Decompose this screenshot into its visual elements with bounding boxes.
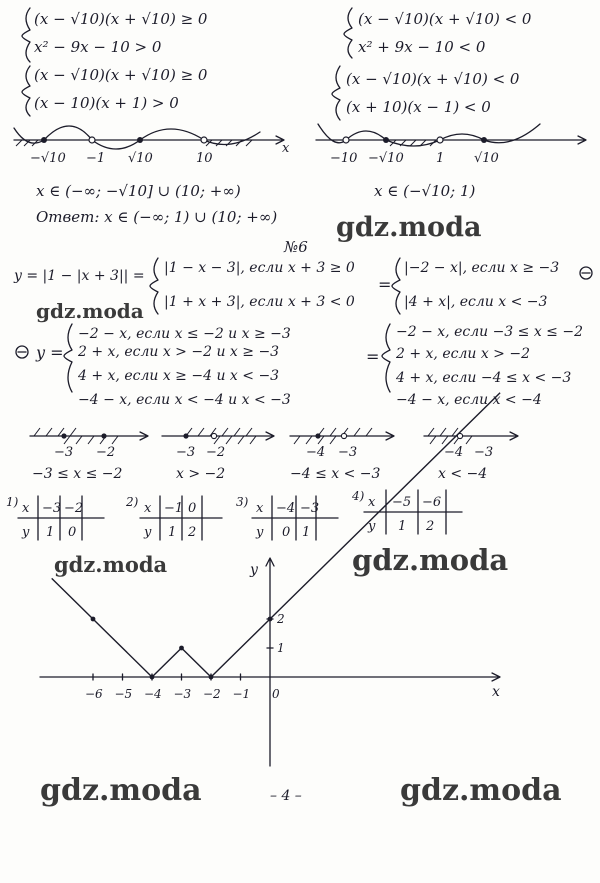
watermark-4: gdz.moda: [352, 543, 509, 577]
piece-left-4: −4 − x, если x < −4 и x < −3: [78, 392, 291, 408]
left-axis-x: x: [282, 141, 290, 156]
y-tick-label: 1: [277, 641, 285, 655]
interval-4-tick-1: −4: [444, 445, 464, 460]
watermark-3: gdz.moda: [54, 552, 168, 577]
left-axis-label-2: −1: [86, 151, 106, 166]
definition-case-1: |1 − x − 3|, если x + 3 ≥ 0: [164, 260, 355, 276]
left-axis-label-3: √10: [128, 151, 153, 166]
piece-left-3: 4 + x, если x ≥ −4 и x < −3: [78, 368, 280, 384]
interval-sketch-3: [290, 428, 394, 482]
left-line-1: (x − √10)(x + √10) ≥ 0: [34, 10, 208, 28]
table-3-x-2: −3: [300, 501, 320, 516]
right-system: [332, 8, 532, 120]
left-line-4: (x − 10)(x + 1) > 0: [34, 94, 179, 112]
x-tick-label: −4: [144, 687, 162, 701]
x-tick-label: −6: [85, 687, 103, 701]
watermark-6: gdz.moda: [400, 773, 562, 808]
graph-segment: [182, 648, 212, 677]
x-tick-label: −5: [114, 687, 133, 701]
interval-1-tick-1: −3: [54, 445, 74, 460]
right-axis-label-3: 1: [436, 151, 445, 166]
watermark-1: gdz.moda: [336, 212, 482, 243]
interval-4-tick-2: −3: [474, 445, 494, 460]
piecewise-lhs: y =: [36, 343, 64, 362]
table-3-y-head: y: [256, 525, 264, 540]
x-tick-label: −2: [203, 687, 221, 701]
table-2-number: 2): [126, 495, 139, 509]
graph-x-ticks: [85, 674, 280, 701]
left-line-2: x² − 9x − 10 > 0: [34, 38, 162, 56]
right-axis-label-4: √10: [474, 151, 499, 166]
graph-vertices: [91, 617, 273, 680]
table-2-x-1: −1: [164, 501, 184, 516]
interval-sketch-4: [424, 428, 518, 482]
table-4-y-head: y: [368, 519, 376, 534]
y-tick-label: 2: [277, 612, 285, 626]
graph-segment: [52, 578, 93, 619]
definition-lhs: y = |1 − |x + 3|| =: [14, 268, 145, 284]
piece-right-1: −2 − x, если −3 ≤ x ≤ −2: [396, 324, 584, 340]
table-1-x-head: x: [22, 501, 30, 516]
right-number-line: [316, 124, 586, 166]
graph-vertex: [150, 675, 155, 680]
right-answer-set: x ∈ (−√10; 1): [374, 182, 476, 200]
interval-sketch-1: [30, 428, 148, 482]
right-line-2: x² + 9x − 10 < 0: [358, 38, 486, 56]
right-axis-label-1: −10: [330, 151, 358, 166]
graph-vertex: [268, 617, 273, 622]
table-2-x-2: 0: [188, 501, 197, 516]
watermark-2: gdz.moda: [36, 299, 144, 323]
table-4-number: 4): [352, 489, 365, 503]
value-table-3: [236, 495, 338, 540]
piece-left-2: 2 + x, если x > −2 и x ≥ −3: [78, 344, 280, 360]
definition-block: [13, 258, 592, 323]
table-2-y-1: 1: [168, 525, 177, 540]
table-1-x-2: −2: [64, 501, 84, 516]
definition-equals: =: [378, 275, 392, 294]
piece-left-1: −2 − x, если x ≤ −2 и x ≥ −3: [78, 326, 291, 342]
table-4-y-2: 2: [426, 519, 435, 534]
interval-sketches: [30, 428, 518, 482]
table-1-y-head: y: [22, 525, 30, 540]
left-axis-label-4: 10: [196, 151, 213, 166]
table-1-number: 1): [6, 495, 19, 509]
final-answer: Ответ: x ∈ (−∞; 1) ∪ (10; +∞): [36, 208, 278, 226]
table-3-x-head: x: [256, 501, 264, 516]
interval-3-result: −4 ≤ x < −3: [290, 466, 381, 482]
watermark-5: gdz.moda: [40, 773, 202, 808]
left-axis-label-1: −√10: [30, 151, 66, 166]
table-2-x-head: x: [144, 501, 152, 516]
table-3-number: 3): [236, 495, 249, 509]
x-tick-label: −3: [173, 687, 192, 701]
graph-segment: [152, 648, 182, 677]
value-table-2: [125, 495, 222, 540]
graph-vertex: [179, 646, 184, 651]
definition-rhs-2: |4 + x|, если x < −3: [404, 294, 548, 310]
right-axis-label-2: −√10: [368, 151, 404, 166]
x-tick-label: −1: [232, 687, 251, 701]
value-table-1: [6, 495, 104, 540]
table-4-y-1: 1: [398, 519, 407, 534]
table-1-y-2: 0: [68, 525, 77, 540]
left-number-line: [14, 126, 290, 166]
interval-sketch-2: [162, 428, 274, 482]
left-line-3: (x − √10)(x + √10) ≥ 0: [34, 66, 208, 84]
graph-y-label: y: [250, 562, 258, 578]
graph-vertex: [91, 617, 96, 622]
table-3-x-1: −4: [276, 501, 296, 516]
graph-segment: [93, 619, 152, 677]
task-number: №6: [284, 238, 308, 256]
interval-2-result: x > −2: [176, 466, 226, 482]
table-3-y-1: 0: [282, 525, 291, 540]
table-4-x-2: −6: [422, 495, 442, 510]
right-line-4: (x + 10)(x − 1) < 0: [346, 98, 491, 116]
table-1-y-1: 1: [46, 525, 55, 540]
interval-2-tick-1: −3: [176, 445, 196, 460]
right-line-1: (x − √10)(x + √10) < 0: [358, 10, 532, 28]
value-table-4: [351, 489, 462, 534]
interval-1-tick-2: −2: [96, 445, 116, 460]
table-2-y-2: 2: [188, 525, 197, 540]
table-1-x-1: −3: [42, 501, 62, 516]
left-answer-set: x ∈ (−∞; −√10] ∪ (10; +∞): [36, 182, 241, 200]
left-hatching: [16, 140, 252, 146]
right-hatching: [390, 140, 436, 146]
graph-vertex: [209, 675, 214, 680]
table-4-x-head: x: [368, 495, 376, 510]
table-3-y-2: 1: [302, 525, 311, 540]
interval-1-result: −3 ≤ x ≤ −2: [32, 466, 123, 482]
interval-4-result: x < −4: [438, 466, 488, 482]
graph-segment: [211, 619, 270, 677]
left-system: [22, 8, 208, 116]
table-2-y-head: y: [144, 525, 152, 540]
piece-right-4: −4 − x, если x < −4: [396, 392, 542, 408]
interval-3-tick-2: −3: [338, 445, 358, 460]
definition-rhs-1: |−2 − x|, если x ≥ −3: [404, 260, 560, 276]
interval-2-tick-2: −2: [206, 445, 226, 460]
graph-x-label: x: [492, 684, 500, 700]
interval-3-tick-1: −4: [306, 445, 326, 460]
piece-right-2: 2 + x, если x > −2: [396, 346, 531, 362]
piece-right-3: 4 + x, если −4 ≤ x < −3: [396, 370, 572, 386]
table-4-x-1: −5: [392, 495, 412, 510]
right-line-3: (x − √10)(x + √10) < 0: [346, 70, 520, 88]
definition-case-2: |1 + x + 3|, если x + 3 < 0: [164, 294, 355, 310]
page-number: – 4 –: [270, 788, 302, 804]
piecewise-equals: =: [366, 347, 380, 366]
x-tick-label: 0: [272, 687, 280, 701]
